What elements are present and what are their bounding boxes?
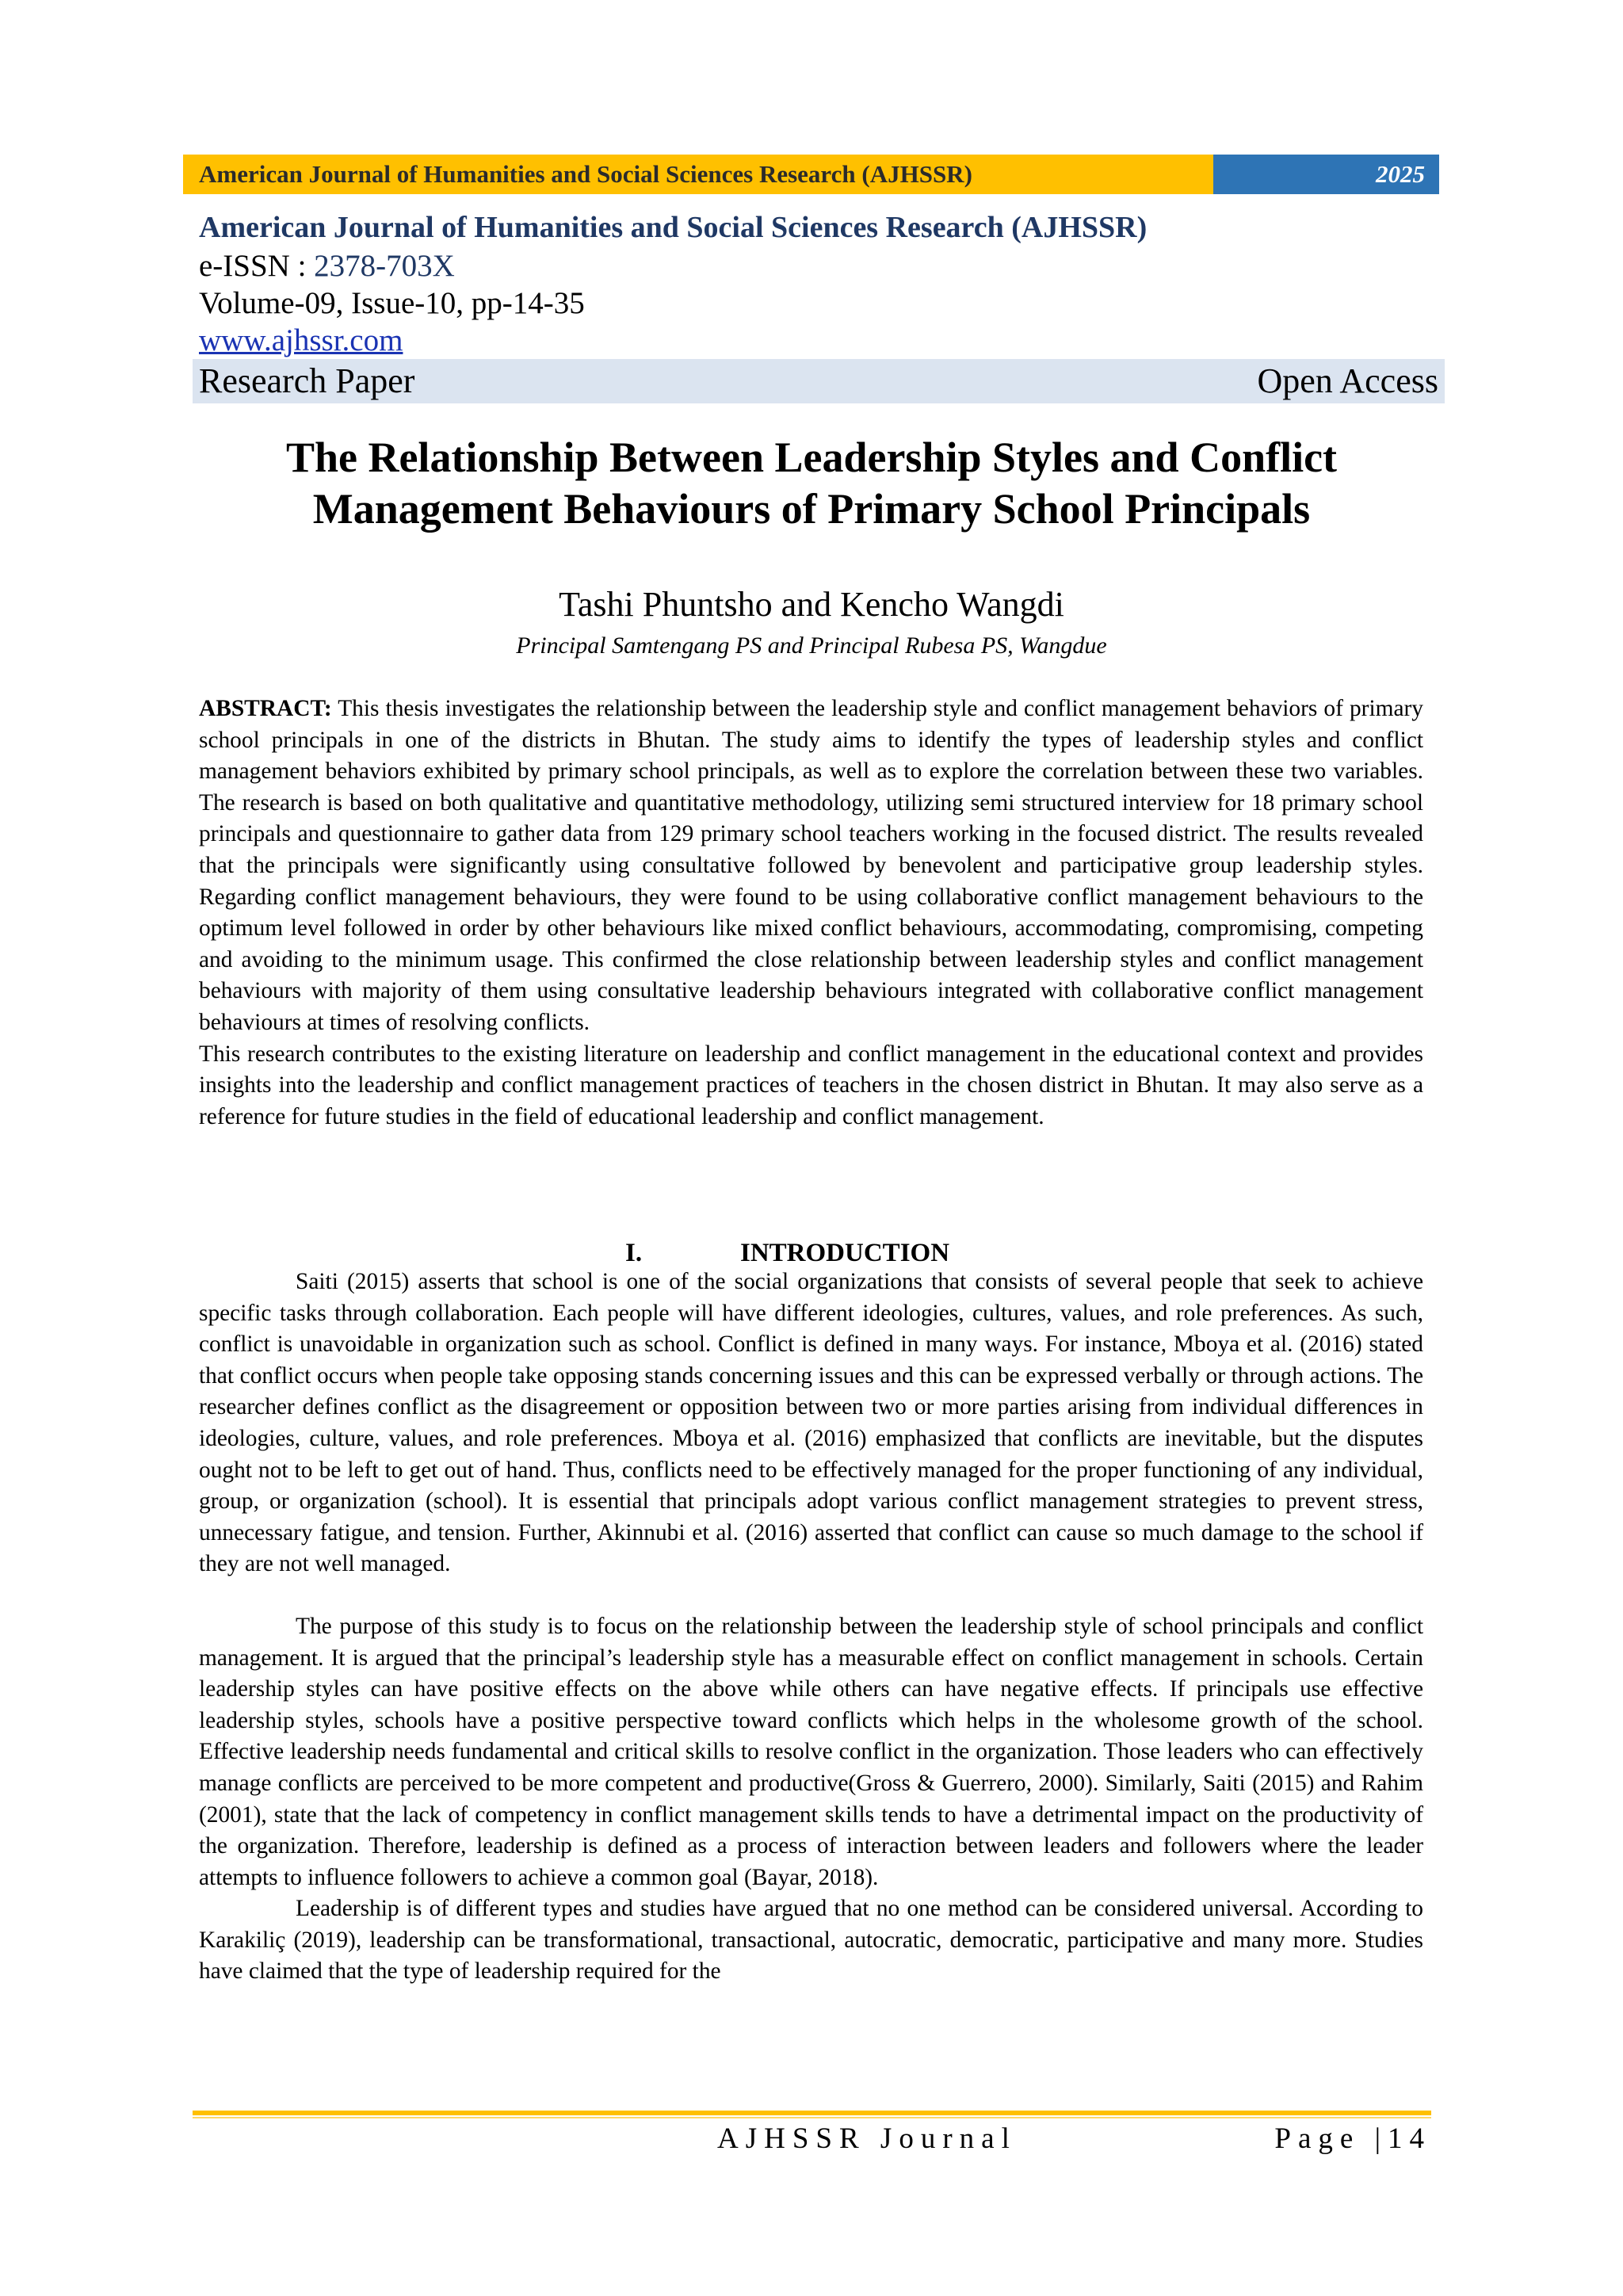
introduction-section: [199, 1266, 1423, 1988]
abstract-text-1: This thesis investigates the relationship between the leadership style and conflict management behaviors of primary school principals in one of the districts in Bhutan. The study aims to identify the types of leadership styles and conflict management behaviors exhibited by primary school principals, as well as to explore the correlation between these two variables. The research is based on both qualitative and quantitative methodology, utilizing semi structured interview for 18 primary school principals and questionnaire to gather data from 129 primary school teachers working in the focused district. The results revealed that the principals were significantly using consultative followed by benevolent and participative group leadership styles. Regarding conflict management behaviours, they were found to be using collaborative conflict management behaviours to the optimum level followed in order by other behaviours like mixed conflict behaviours, accommodating, compromising, competing and avoiding to the minimum usage. This confirmed the close relationship between leadership styles and conflict management behaviours with majority of them using consultative leadership behaviours integrated with collaborative conflict management behaviours at times of resolving conflicts.: [199, 696, 1423, 1035]
footer-rule: [193, 2111, 1431, 2115]
paper-type: Research Paper: [199, 361, 415, 400]
abstract-label: ABSTRACT:: [199, 696, 332, 721]
abstract-paragraph-1: [199, 693, 1423, 1039]
issn-value: 2378-703X: [314, 249, 455, 283]
paper-title: The Relationship Between Leadership Styles and Conflict Management Behaviours of Primary School Principals: [285, 434, 1338, 533]
footer-journal: AJHSSR Journal: [717, 2122, 1017, 2155]
website-link[interactable]: www.ajhssr.com: [199, 323, 403, 357]
access-label: Open Access: [1257, 361, 1438, 400]
footer-rule-thin: [193, 2117, 1431, 2118]
banner-journal-name: American Journal of Humanities and Social Sciences Research (AJHSSR): [183, 155, 1213, 194]
abstract-section: [199, 693, 1423, 1133]
paper-type-bar: [193, 359, 1445, 403]
section-number: I.: [625, 1239, 643, 1267]
paper-authors: Tashi Phuntsho and Kencho Wangdi: [559, 585, 1064, 624]
issn-label: e-ISSN :: [199, 249, 315, 283]
intro-paragraph-3: Leadership is of different types and studies have argued that no one method can be considered universal. According to Karakiliç (2019), leadership can be transformational, transactional, autocratic, democratic, participative and many more. Studies have claimed that the type of leadership required for the: [199, 1896, 1423, 1985]
page-footer: [193, 2119, 1431, 2159]
footer-page-number: Page |14: [1274, 2122, 1431, 2155]
section-title: INTRODUCTION: [740, 1239, 950, 1267]
issn-line: [199, 247, 1439, 285]
abstract-paragraph-2: This research contributes to the existing literature on leadership and conflict management in the educational context and provides insights into the leadership and conflict management practices of teachers in the chosen district in Bhutan. It may also serve as a reference for future studies in the field of educational leadership and conflict management.: [199, 1041, 1423, 1129]
journal-banner: [183, 155, 1439, 194]
volume-line: Volume-09, Issue-10, pp-14-35: [199, 286, 585, 320]
intro-paragraph-1: Saiti (2015) asserts that school is one of the social organizations that consists of several people that seek to achieve specific tasks through collaboration. Each people will have different ideologies, cultures, values, and role preferences. As such, conflict is unavoidable in organization such as school. Conflict is defined in many ways. For instance, Mboya et al. (2016) stated that conflict occurs when people take opposing stands concerning issues and this can be expressed verbally or through actions. The researcher defines conflict as the disagreement or opposition between two or more parties arising from individual differences in ideologies, culture, values, and role preferences. Mboya et al. (2016) emphasized that conflicts are inevitable, but the disputes ought not to be left to get out of hand. Thus, conflicts need to be effectively managed for the proper functioning of any individual, group, or organization (school). It is essential that principals adopt various conflict management strategies to prevent stress, unnecessary fatigue, and tension. Further, Akinnubi et al. (2016) asserted that conflict can cause so much damage to the school if they are not well managed.: [199, 1269, 1423, 1577]
author-affiliation: Principal Samtengang PS and Principal Rubesa PS, Wangdue: [516, 632, 1107, 659]
journal-info: [199, 208, 1439, 359]
intro-paragraph-2: The purpose of this study is to focus on the relationship between the leadership style of school principals and conflict management. It is argued that the principal’s leadership style has a measurable effect on conflict management in schools. Certain leadership styles can have positive effects on the above while others can have negative effects. If principals use effective leadership styles, schools have a positive perspective toward conflicts which helps in the wholesome growth of the school. Effective leadership needs fundamental and critical skills to resolve conflict in the organization. Those leaders who can effectively manage conflicts are perceived to be more competent and productive(Gross & Guerrero, 2000). Similarly, Saiti (2015) and Rahim (2001), state that the lack of competency in conflict management skills tends to have a detrimental impact on the productivity of the organization. Therefore, leadership is defined as a process of interaction between leaders and followers where the leader attempts to influence followers to achieve a common goal (Bayar, 2018).: [199, 1613, 1423, 1890]
journal-name: American Journal of Humanities and Social Sciences Research (AJHSSR): [199, 211, 1148, 244]
banner-year: 2025: [1213, 155, 1439, 194]
